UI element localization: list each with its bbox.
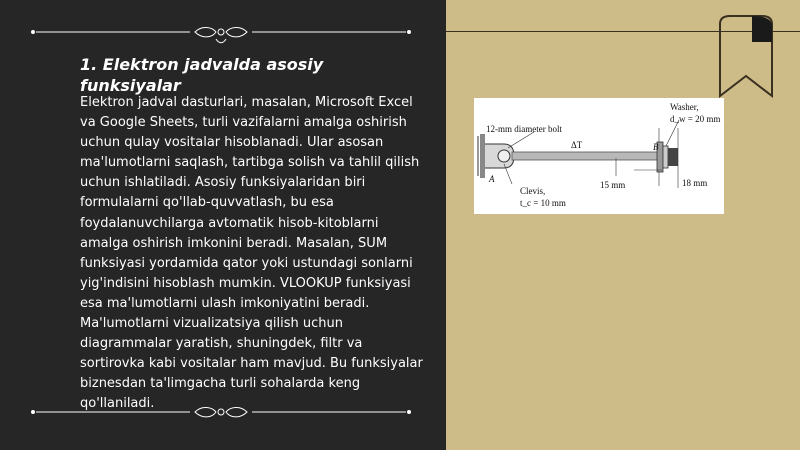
bolt-clevis-diagram bbox=[474, 98, 724, 214]
left-support bbox=[480, 134, 485, 178]
clevis-dimension: t_c = 10 mm bbox=[520, 198, 566, 208]
slide-body-text: Elektron jadval dasturlari, masalan, Microsoft Excel va Google Sheets, turli vazifalarni amalga oshirish uchun qulay vositalar hisoblanadi. Ular asosan ma'lumotlarni saqlash, tartibga solish va tahlil qilish uchun ishlatiladi. Asosiy funksiyalaridan biri formulalarni qo'llab-quvvatlash, bu esa foydalanuvchilarga avtomatik hisob-kitoblarni amalga oshirish imkonini beradi. Masalan, SUM funksiyasi yordamida qator yoki ustundagi sonlarni yig'indisini hisoblash mumkin. VLOOKUP funksiyasi esa ma'lumotlarni ulash imkoniyatini beradi. Ma'lumotlarni vizualizatsiya qilish uchun diagrammalar yaratish, shuningdek, filtr va sortirovka kabi vositalar ham mavjud. Bu funksiyalar biznesdan ta'limgacha turli sohalarda keng qo'llaniladi. bbox=[80, 95, 423, 412]
bolt-shaft bbox=[512, 152, 670, 160]
bottom-ornament-divider bbox=[30, 402, 412, 422]
bookmark-ribbon-icon bbox=[718, 14, 774, 104]
clevis-label: Clevis, bbox=[520, 186, 546, 196]
washer bbox=[663, 146, 668, 168]
washer-dimension: d_w = 20 mm bbox=[670, 114, 721, 124]
nut bbox=[668, 148, 678, 166]
top-ornament-divider bbox=[30, 26, 412, 46]
washer-label: Washer, bbox=[670, 102, 699, 112]
slide-title: 1. Elektron jadvalda asosiy funksiyalar bbox=[80, 55, 324, 95]
dimension-18mm: 18 mm bbox=[682, 178, 708, 188]
temperature-change-label: ΔT bbox=[571, 140, 583, 150]
point-a-label: A bbox=[489, 174, 495, 184]
right-panel bbox=[446, 0, 800, 450]
dimension-15mm: 15 mm bbox=[600, 180, 626, 190]
bolt-label: 12-mm diameter bolt bbox=[486, 124, 562, 134]
point-b-label: B bbox=[653, 142, 659, 152]
